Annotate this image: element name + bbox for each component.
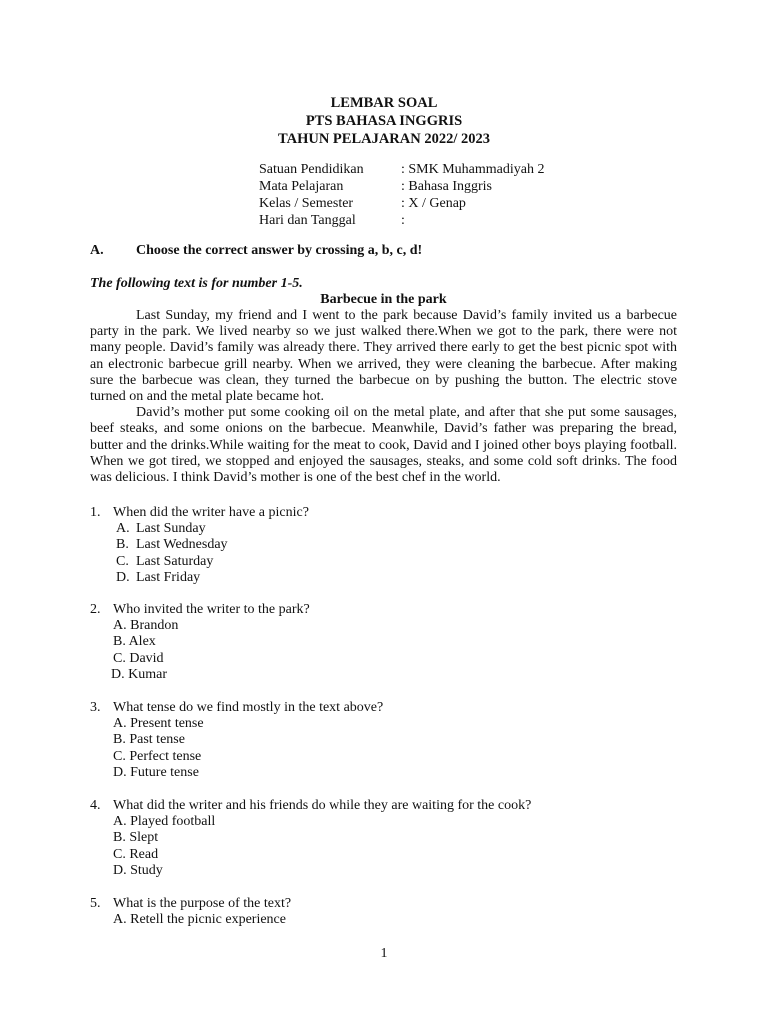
question-number: 2. <box>90 602 101 617</box>
question-1 <box>90 505 309 586</box>
option-text: Last Sunday <box>136 521 206 537</box>
info-row <box>259 162 545 179</box>
answer-option[interactable] <box>116 537 309 553</box>
question-stem <box>90 602 310 618</box>
option-text: Last Saturday <box>136 553 214 569</box>
answer-option[interactable]: A. Present tense <box>113 716 204 732</box>
option-letter: C. <box>116 553 129 569</box>
answer-option[interactable]: A. Played football <box>113 814 216 830</box>
info-value: : X / Genap <box>401 196 466 211</box>
passage-paragraph: David’s mother put some cooking oil on the metal plate, and after that she put some sausages, beef steaks, and some onions on the barbecue. Meanwhile, David’s father was preparing the bread, butter and the drinks.While waiting for the meat to cook, David and I joined other boys playing football. When we got tired, we stopped and enjoyed the sausages, steaks, and some cold soft drinks. The food was delicious. I think David’s mother is one of the best chef in the world. <box>90 405 677 486</box>
passage-paragraph: Last Sunday, my friend and I went to the park because David’s family invited us a barbecue party in the park. We lived nearby so we just walked there.When we got to the park, there were not many people. David’s family was already there. They arrived there early to get the best picnic spot with an electronic barbecue grill nearby. When we arrived, they were cleaning the barbecue. After making sure the barbecue was clean, they turned the barbecue on by pushing the button. The electric stove turned on and the metal plate became hot. <box>90 308 677 405</box>
info-label: Hari dan Tanggal <box>259 213 356 228</box>
answer-option[interactable]: B. Past tense <box>113 732 185 748</box>
answer-option[interactable]: A. Retell the picnic experience <box>113 912 286 928</box>
question-stem <box>90 896 291 912</box>
option-letter: D. <box>116 569 130 585</box>
answer-options <box>113 618 310 683</box>
info-value: : SMK Muhammadiyah 2 <box>401 162 545 177</box>
answer-option[interactable] <box>116 570 309 586</box>
answer-option[interactable]: C. David <box>113 650 164 666</box>
question-text: What is the purpose of the text? <box>113 896 292 911</box>
answer-option[interactable]: D. Study <box>113 862 163 878</box>
option-text: Last Friday <box>136 569 201 585</box>
question-number: 4. <box>90 798 101 813</box>
title-line-1: LEMBAR SOAL <box>330 95 438 111</box>
answer-option[interactable]: C. Read <box>113 846 159 862</box>
question-text: What did the writer and his friends do while they are waiting for the cook? <box>113 798 532 813</box>
answer-option[interactable]: C. Perfect tense <box>113 748 202 764</box>
info-row <box>259 213 545 230</box>
question-3 <box>90 700 383 781</box>
answer-options <box>113 912 291 928</box>
info-value: : <box>401 213 405 228</box>
answer-option[interactable]: B. Slept <box>113 830 159 846</box>
question-text: When did the writer have a picnic? <box>113 505 309 520</box>
question-stem <box>90 798 531 814</box>
section-number: A. <box>90 243 104 258</box>
question-4 <box>90 798 531 879</box>
question-5 <box>90 896 291 928</box>
answer-option[interactable] <box>116 521 309 537</box>
question-text: What tense do we find mostly in the text above? <box>113 700 384 715</box>
info-label: Satuan Pendidikan <box>259 162 364 177</box>
section-heading <box>90 243 422 259</box>
question-text: Who invited the writer to the park? <box>113 602 310 617</box>
info-row <box>259 179 545 196</box>
answer-option[interactable]: B. Alex <box>113 634 156 650</box>
question-number: 5. <box>90 896 101 911</box>
question-number: 3. <box>90 700 101 715</box>
info-value: : Bahasa Inggris <box>401 179 492 194</box>
passage-note: The following text is for number 1-5. <box>90 276 303 291</box>
question-stem <box>90 700 383 716</box>
info-table <box>259 162 545 230</box>
answer-option[interactable]: A. Brandon <box>113 618 179 634</box>
answer-options <box>113 716 383 781</box>
question-number: 1. <box>90 505 101 520</box>
info-row <box>259 196 545 213</box>
story-title: Barbecue in the park <box>320 292 447 307</box>
answer-option[interactable]: D. Kumar <box>111 666 167 682</box>
answer-option[interactable]: D. Future tense <box>113 764 199 780</box>
option-letter: A. <box>116 521 130 537</box>
info-label: Mata Pelajaran <box>259 179 344 194</box>
page-number: 1 <box>380 946 388 961</box>
question-stem <box>90 505 309 521</box>
option-letter: B. <box>116 537 129 553</box>
reading-passage <box>90 308 677 486</box>
info-label: Kelas / Semester <box>259 196 354 211</box>
question-2 <box>90 602 310 683</box>
option-text: Last Wednesday <box>136 537 228 553</box>
document-title <box>0 94 768 148</box>
answer-options <box>113 814 531 879</box>
title-line-2: PTS BAHASA INGGRIS <box>305 113 463 129</box>
title-line-3: TAHUN PELAJARAN 2022/ 2023 <box>278 131 490 147</box>
answer-options <box>116 521 309 586</box>
answer-option[interactable] <box>116 554 309 570</box>
section-instruction: Choose the correct answer by crossing a, b, c, d! <box>136 243 423 258</box>
